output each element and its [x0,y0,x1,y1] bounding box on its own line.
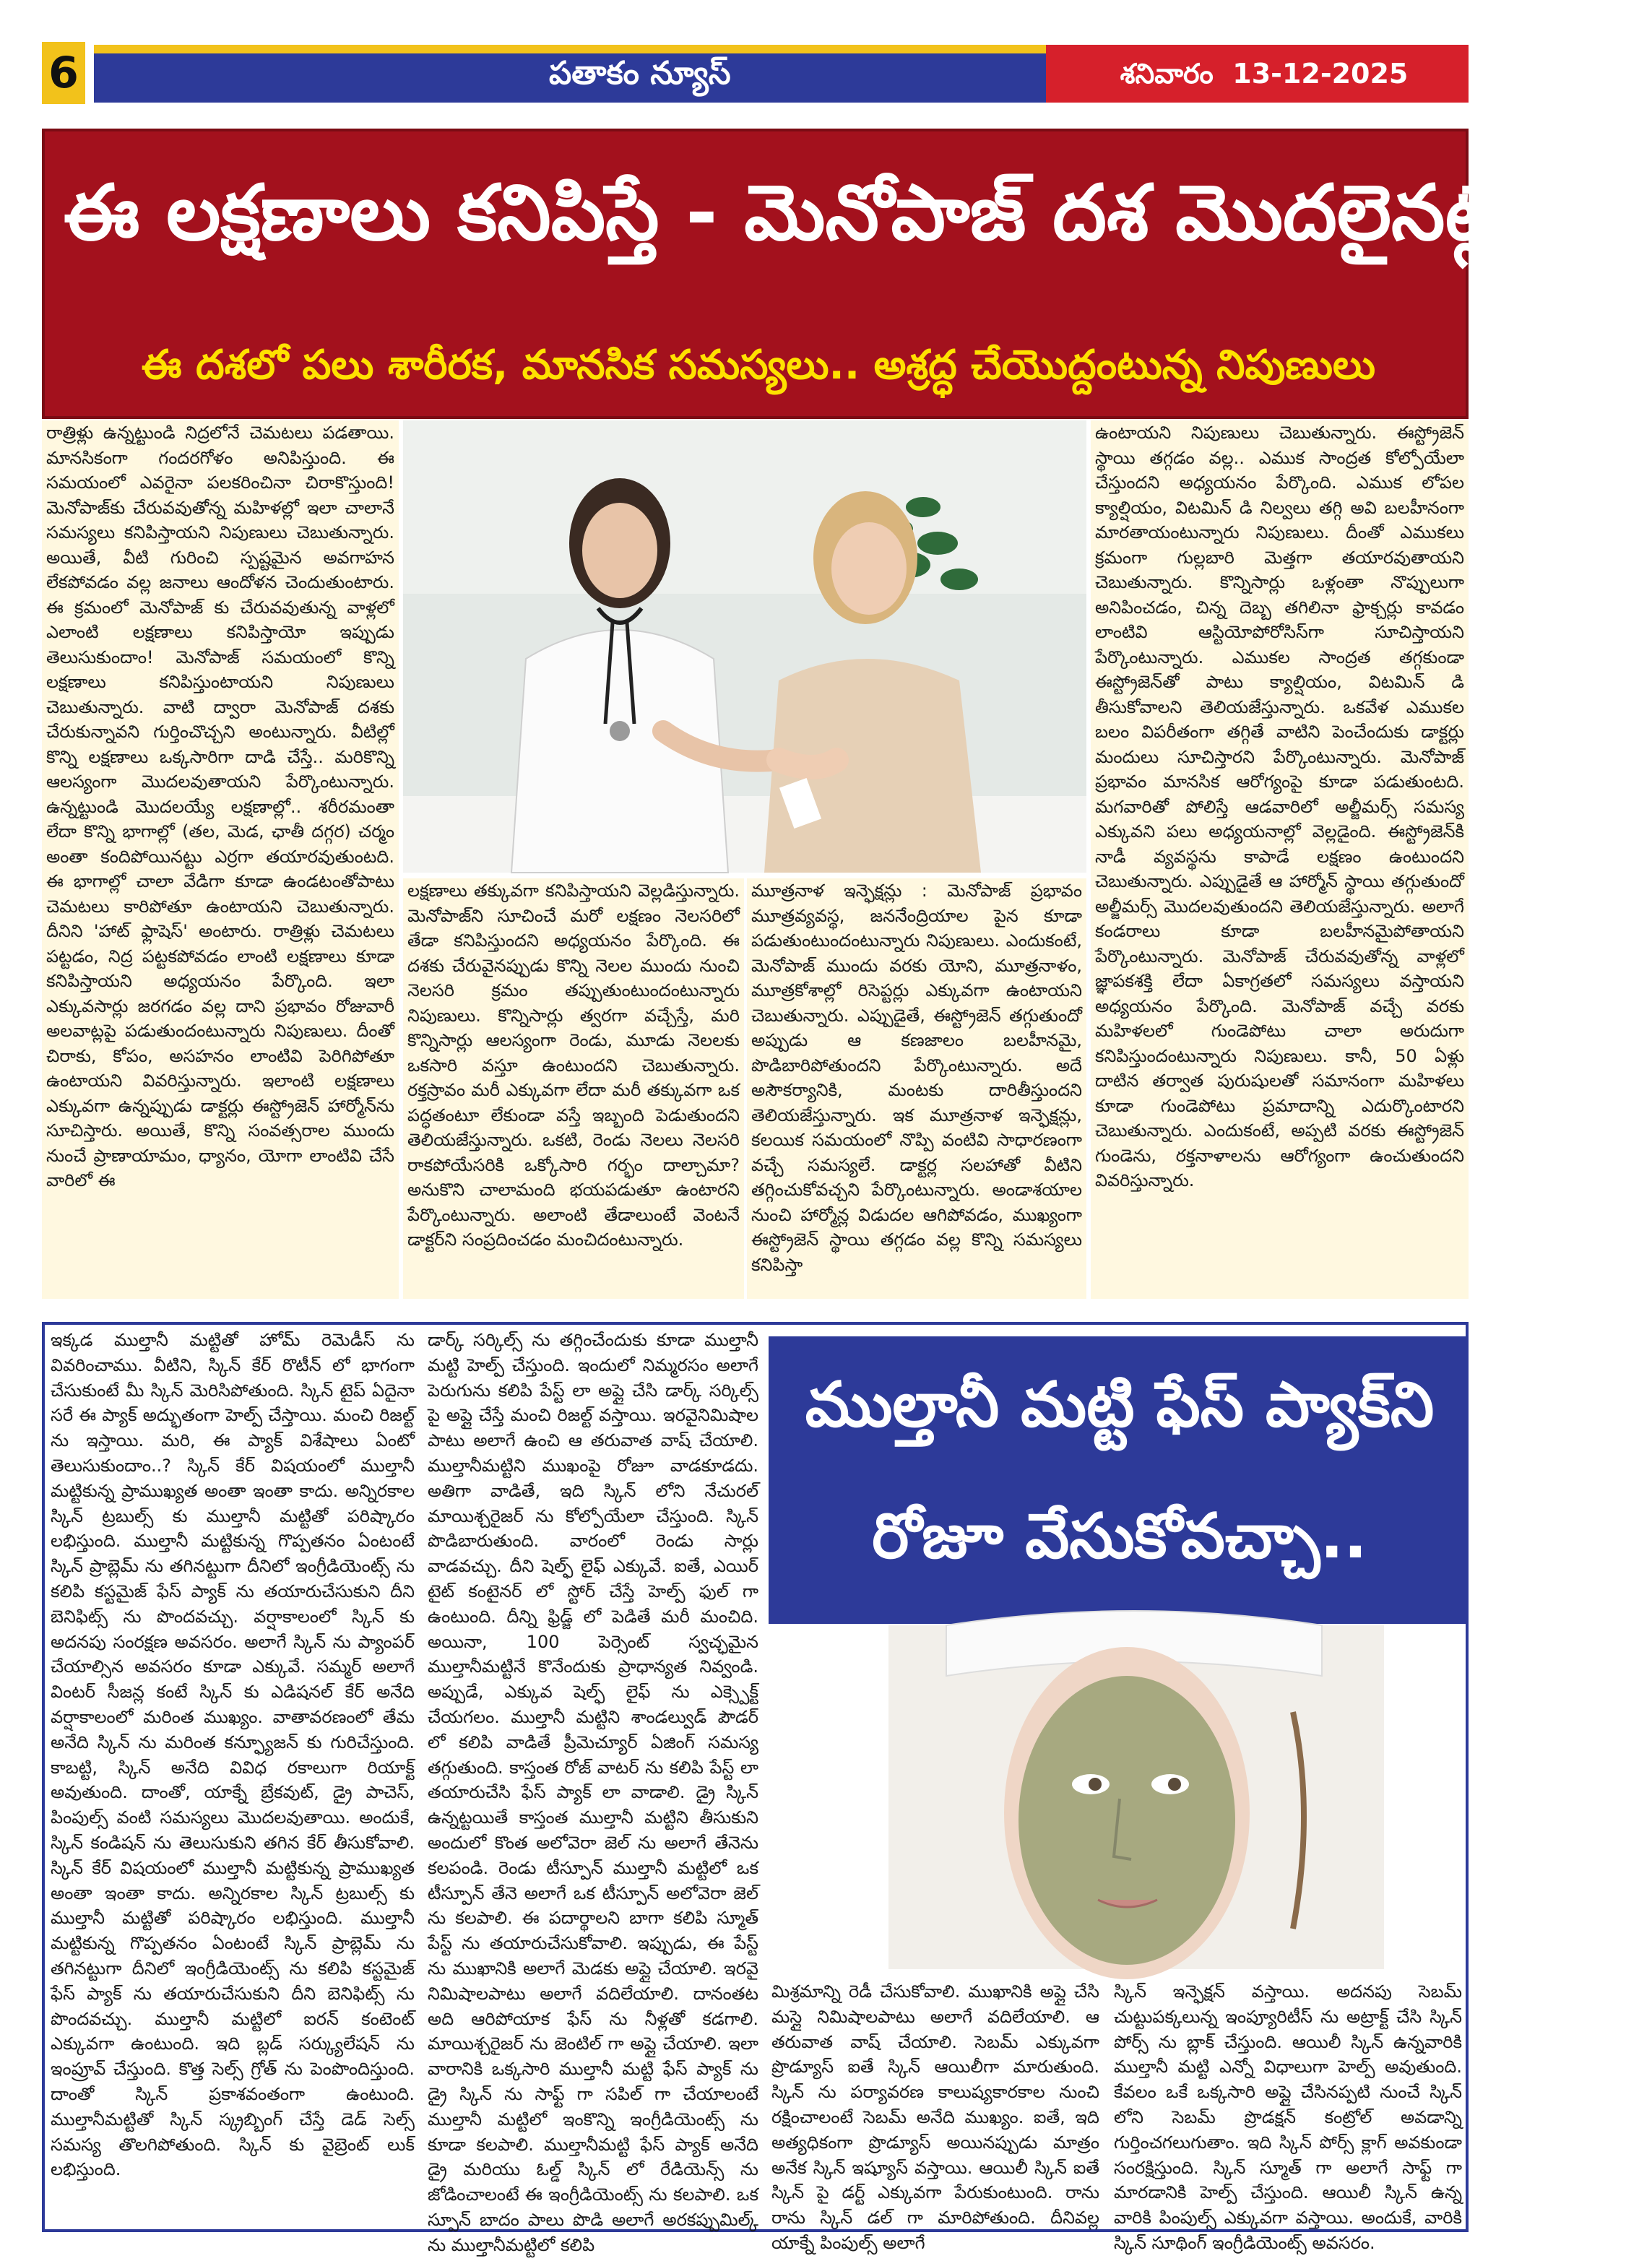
article1-headline: ఈ లక్షణాలు కనిపిస్తే - మెనోపాజ్ దశ మొదలైనట్లేనట! [64,168,1652,257]
article2-col3-text: మిశ్రమాన్ని రెడీ చేసుకోవాలి. ముఖానికి అప్లై చేసి మస్లై నిమిషాలపాటు అలాగే వదిలేయాలి. ఆ తరువాత వాష్ చేయాలి. సెబమ్ ఎక్కువగా ప్రొడ్యూస్ ఐతే స్కిన్ ఆయిలీగా మారుతుంది. స్కిన్ ను పర్యావరణ కాలుష్యకారకాల నుంచి రక్షించాలంటే సెబమ్ అనేది ముఖ్యం. ఐతే, ఇది అత్యధికంగా ప్రొడ్యూస్ అయినప్పుడు మాత్రం అనేక స్కిన్ ఇష్యూస్ వస్తాయి. ఆయిలీ స్కిన్ ఐతే స్కిన్ పై డర్ట్ ఎక్కువగా పేరుకుంటుంది. రాను రాను స్కిన్ డల్ గా మారిపోతుంది. దీనివల్ల యాక్నే పింపుల్స్ అలాగే [771,1981,1099,2253]
article1-col2-text: లక్షణాలు తక్కువగా కనిపిస్తాయని వెల్లడిస్తున్నారు. మెనోపాజ్‌ని సూచించే మరో లక్షణం నెలసరిలో తేడా కనిపిస్తుందని అధ్యయనం పేర్కొంది. ఈ దశకు చేరువైనప్పుడు కొన్ని నెలల ముందు నుంచి నెలసరి క్రమం తప్పుతుంటుందంటున్నారు నిపుణులు. కొన్నిసార్లు త్వరగా వచ్చేస్తే, మరి కొన్నిసార్లు ఆలస్యంగా రెండు, మూడు నెలలకు ఒకసారి వస్తూ ఉంటుందని చెబుతున్నారు. రక్తస్రావం మరీ ఎక్కువగా లేదా మరీ తక్కువగా ఒక పద్ధతంటూ లేకుండా వస్తే ఇబ్బంది పెడుతుందని తెలియజేస్తున్నారు. ఒకటి, రెండు నెలలు నెలసరి రాకపోయేసరికి ఒక్కోసారి గర్భం దాల్చామా? అనుకొని చాలామంది భయపడుతూ ఉంటారని పేర్కొంటున్నారు. అలాంటి తేడాలుంటే వెంటనే డాక్టర్‌ని సంప్రదించడం మంచిదంటున్నారు. [407,881,740,1250]
doctor-patient-photo [403,420,1086,873]
woman-face-mask-photo [888,1625,1384,1969]
issue-day: శనివారం [1120,58,1214,90]
article2-headline-line2: రోజూ వేసుకోవచ్చా.. [872,1500,1367,1573]
article1-subheadline: ఈ దశలో పలు శారీరక, మానసిక సమస్యలు.. అశ్రద్ధ చేయొద్దంటున్న నిపుణులు [141,342,1376,389]
article2-headline-line1: ముల్తానీ మట్టి ఫేస్ ప్యాక్‌ని [805,1369,1435,1441]
article2-col1-text: ఇక్కడ ముల్తానీ మట్టితో హోమ్ రెమెడీస్ ను వివరించాము. వీటిని, స్కిన్ కేర్ రొటీన్ లో భాగంగా చేసుకుంటే మీ స్కిన్ మెరిసిపోతుంది. స్కిన్ టైప్ ఏదైనా సరే ఈ ప్యాక్ అద్భుతంగా హెల్ప్ చేస్తాయి. మంచి రిజల్ట్ ను ఇస్తాయి. మరి, ఈ ప్యాక్ విశేషాలు ఏంటో తెలుసుకుందాం..? స్కిన్ కేర్ విషయంలో ముల్తానీ మట్టికున్న ప్రాముఖ్యత అంతా ఇంతా కాదు. అన్నిరకాల స్కిన్ ట్రబుల్స్ కు ముల్తానీ మట్టితో పరిష్కారం లభిస్తుంది. ముల్తానీ మట్టికున్న గొప్పతనం ఏంటంటే స్కిన్ ప్రాబ్లెమ్ ను తగినట్టుగా దీనిలో ఇంగ్రీడియెంట్స్ ను కలిపి కస్టమైజ్ ఫేస్ ప్యాక్ ను తయారుచేసుకుని దీని బెనిఫిట్స్ ను పొందవచ్చు. వర్షాకాలంలో స్కిన్ కు అదనపు సంరక్షణ అవసరం. అలాగే స్కిన్ ను ప్యాంపర్ చేయాల్సిన అవసరం కూడా ఎక్కువే. సమ్మర్ అలాగే వింటర్ సీజన్ల కంటే స్కిన్ కు ఎడిషనల్ కేర్ అనేది వర్షాకాలంలో మరింత ముఖ్యం. వాతావరణంలో తేమ అనేది స్కిన్ ను మరింత కన్ఫ్యూజన్ కు గురిచేస్తుంది. కాబట్టి, స్కిన్ అనేది వివిధ రకాలుగా రియాక్ట్ అవుతుంది. దాంతో, యాక్నే బ్రేకవుట్, డ్రై పాచెస్, పింపుల్స్ వంటి సమస్యలు మొదలవుతాయి. అందుకే, స్కిన్ కండిషన్ ను తెలుసుకుని తగిన కేర్ తీసుకోవాలి. స్కిన్ కేర్ విషయంలో ముల్తానీ మట్టికున్న ప్రాముఖ్యత అంతా ఇంతా కాదు. అన్నిరకాల స్కిన్ ట్రబుల్స్ కు ముల్తానీ మట్టితో పరిష్కారం లభిస్తుంది. ముల్తానీ మట్టికున్న గొప్పతనం ఏంటంటే స్కిన్ ప్రాబ్లెమ్ ను తగినట్టుగా దీనిలో ఇంగ్రీడియెంట్స్ ను కలిపి కస్టమైజ్ ఫేస్ ప్యాక్ ను తయారుచేసుకుని దీని బెనిఫిట్స్ ను పొందవచ్చు. ముల్తానీ మట్టిలో ఐరన్ కంటెంట్ ఎక్కువగా ఉంటుంది. ఇది బ్లడ్ సర్క్యులేషన్ ను ఇంప్రూవ్ చేస్తుంది. కొత్త సెల్స్ గ్రోత్ ను పెంపొందిస్తుంది. దాంతో స్కిన్ ప్రకాశవంతంగా ఉంటుంది. ముల్తానీమట్టితో స్కిన్ స్క్రబ్బింగ్ చేస్తే డెడ్ సెల్స్ సమస్య తొలగిపోతుంది. స్కిన్ కు వైబ్రెంట్ లుక్ లభిస్తుంది. [51,1330,415,2180]
page-number: 6 [42,42,85,104]
publication-name: పతాకం న్యూస్ [549,55,731,92]
article2-column-1 [45,1328,420,2229]
issue-date-value: 13-12-2025 [1232,58,1409,90]
article1-column-2 [403,878,744,1299]
face-mask-illustration [888,1625,1384,1969]
article2-column-2 [422,1328,764,2255]
article1-col3-text: మూత్రనాళ ఇన్ఫెక్షన్లు : మెనోపాజ్ ప్రభావం మూత్రవ్యవస్థ, జననేంద్రియాల పైన కూడా పడుతుంటుందంటున్నారు నిపుణులు. ఎందుకంటే, మెనోపాజ్ ముందు వరకు యోని, మూత్రనాళం, మూత్రకోశాల్లో రిసెప్టర్లు ఎక్కువగా ఉంటాయని చెబుతున్నారు. ఎప్పుడైతే, ఈస్ట్రోజెన్ తగ్గుతుందో అప్పుడు ఆ కణజాలం బలహీనమై, పొడిబారిపోతుందని పేర్కొంటున్నారు. అదే అసౌకర్యానికి, మంటకు దారితీస్తుందని తెలియజేస్తున్నారు. ఇక మూత్రనాళ ఇన్ఫెక్షన్లు, కలయిక సమయంలో నొప్పి వంటివి సాధారణంగా వచ్చే సమస్యలే. డాక్టర్ల సలహాతో వీటిని తగ్గించుకోవచ్చని పేర్కొంటున్నారు. అండాశయాల నుంచి హార్మోన్ల విడుదల ఆగిపోవడం, ముఖ్యంగా ఈస్ట్రోజెన్ స్థాయి తగ్గడం వల్ల కొన్ని సమస్యలు కనిపిస్తా [751,881,1082,1275]
article1-column-1 [42,420,399,1299]
article1-column-4 [1091,420,1469,1299]
article2-column-4 [1108,1979,1468,2253]
article2-col4-text: స్కిన్ ఇన్ఫెక్షన్ వస్తాయి. అదనపు సెబమ్ చుట్టుపక్కలున్న ఇంప్యూరిటీస్ ను అట్రాక్ట్ చేసి స్కిన్ పోర్స్ ను బ్లాక్ చేస్తుంది. ఆయిలీ స్కిన్ ఉన్నవారికి ముల్తానీ మట్టి ఎన్నో విధాలుగా హెల్ప్ అవుతుంది. కేవలం ఒకే ఒక్కసారి అప్లై చేసినప్పటి నుంచే స్కిన్ లోని సెబమ్ ప్రొడక్షన్ కంట్రోల్ అవడాన్ని గుర్తించగలుగుతాం. ఇది స్కిన్ పోర్స్ క్లాగ్ అవకుండా సంరక్షిస్తుంది. స్కిన్ స్మూత్ గా అలాగే సాఫ్ట్ గా మారడానికి హెల్ప్ చేస్తుంది. ఆయిలీ స్కిన్ ఉన్న వారికి పింపుల్స్ ఎక్కువగా వస్తాయి. అందుకే, వారికి స్కిన్ సూథింగ్ ఇంగ్రీడియెంట్స్ అవసరం. [1114,1981,1462,2253]
article1-col4-text: ఉంటాయని నిపుణులు చెబుతున్నారు. ఈస్ట్రోజెన్ స్థాయి తగ్గడం వల్ల.. ఎముక సాంద్రత కోల్పోయేలా చేస్తుందని అధ్యయనం పేర్కొంది. ఎముక లోపల క్యాల్షియం, విటమిన్ డి నిల్వలు తగ్గి అవి బలహీనంగా మారతాయంటున్నారు నిపుణులు. దీంతో ఎముకలు క్రమంగా గుల్లబారి మెత్తగా తయారవుతాయని చెబుతున్నారు. కొన్నిసార్లు ఒళ్లంతా నొప్పులుగా అనిపించడం, చిన్న దెబ్బ తగిలినా ఫ్రాక్చర్లు కావడం లాంటివి ఆస్టియోపోరోసిస్‌గా సూచిస్తాయని పేర్కొంటున్నారు. ఎముకల సాంద్రత తగ్గకుండా ఈస్ట్రోజెన్‌తో పాటు క్యాల్షియం, విటమిన్ డి తీసుకోవాలని తెలియజేస్తున్నారు. ఒకవేళ ఎముకల బలం విపరీతంగా తగ్గితే వాటిని పెంచేందుకు డాక్టర్లు మందులు సూచిస్తారని పేర్కొంటున్నారు. మెనోపాజ్ ప్రభావం మానసిక ఆరోగ్యంపై కూడా పడుతుంటది. మగవారితో పోలిస్తే ఆడవారిలో అల్జీమర్స్ సమస్య ఎక్కువని పలు అధ్యయనాల్లో వెల్లడైంది. ఈస్ట్రోజెన్‌కి నాడీ వ్యవస్థను కాపాడే లక్షణం ఉంటుందని చెబుతున్నారు. ఎప్పుడైతే ఆ హార్మోన్ స్థాయి తగ్గుతుందో అల్జీమర్స్ మొదలవుతుందని తెలియజేస్తున్నారు. అలాగే కండరాలు కూడా బలహీనమైపోతాయని పేర్కొంటున్నారు. మెనోపాజ్ చేరువవుతోన్న వాళ్లలో జ్ఞాపకశక్తి లేదా ఏకాగ్రతలో సమస్యలు వస్తాయని అధ్యయనం పేర్కొంది. మెనోపాజ్ వచ్చే వరకు మహిళలలో గుండెపోటు చాలా అరుదుగా కనిపిస్తుందంటున్నారు నిపుణులు. కానీ, 50 ఏళ్లు దాటిన తర్వాత పురుషులతో సమానంగా మహిళలు కూడా గుండెపోటు ప్రమాదాన్ని ఎదుర్కొంటారని చెబుతున్నారు. ఎందుకంటే, అప్పటి వరకు ఈస్ట్రోజెన్ గుండెను, రక్తనాళాలను ఆరోగ్యంగా ఉంచుతుందని వివరిస్తున్నారు. [1095,423,1464,1190]
doctor-patient-illustration [403,420,1086,873]
article1-column-3 [747,878,1086,1299]
article2-col2-text: డార్క్ సర్కిల్స్ ను తగ్గించేందుకు కూడా ముల్తానీ మట్టి హెల్ప్ చేస్తుంది. ఇందులో నిమ్మరసం అలాగే పెరుగును కలిపి పేస్ట్ లా అప్లై చేసి డార్క్ సర్కిల్స్ పై అప్లై చేస్తే మంచి రిజల్ట్ వస్తాయి. ఇరవైనిమిషాల పాటు అలాగే ఉంచి ఆ తరువాత వాష్ చేయాలి. ముల్తానీమట్టిని ముఖంపై రోజూ వాడకూడదు. అతిగా వాడితే, ఇది స్కిన్ లోని నేచురల్ మాయిశ్చరైజర్ ను కోల్పోయేలా చేస్తుంది. స్కిన్ పొడిబారుతుంది. వారంలో రెండు సార్లు వాడవచ్చు. దీని షెల్ఫ్ లైఫ్ ఎక్కువే. ఐతే, ఎయిర్ టైట్ కంటైనర్ లో స్టోర్ చేస్తే హెల్ప్ ఫుల్ గా ఉంటుంది. దీన్ని ఫ్రిడ్జ్ లో పెడితే మరీ మంచిది. అయినా, 100 పెర్సెంట్ స్వచ్ఛమైన ముల్తానీమట్టినే కొనేందుకు ప్రాధాన్యత నివ్వండి. అప్పుడే, ఎక్కువ షెల్ఫ్ లైఫ్ ను ఎక్స్పెక్ట్ చేయగలం. ముల్తానీ మట్టిని శాండల్వుడ్ పౌడర్ లో కలిపి వాడితే ప్రీమెచ్యూర్ ఏజింగ్ సమస్య తగ్గుతుంది. కాస్తంత రోజ్ వాటర్ ను కలిపి పేస్ట్ లా తయారుచేసి ఫేస్ ప్యాక్ లా వాడాలి. డ్రై స్కిన్ ఉన్నట్టయితే కాస్తంత ముల్తానీ మట్టిని తీసుకుని అందులో కొంత అలోవెరా జెల్ ను అలాగే తేనెను కలపండి. రెండు టీస్పూన్ ముల్తానీ మట్టిలో ఒక టీస్పూన్ తేనె అలాగే ఒక టీస్పూన్ అలోవెరా జెల్ ను కలపాలి. ఈ పదార్థాలని బాగా కలిపి స్మూత్ పేస్ట్ ను తయారుచేసుకోవాలి. ఇప్పుడు, ఈ పేస్ట్ ను ముఖానికి అలాగే మెడకు అప్లై చేయాలి. ఇరవై నిమిషాలపాటు అలాగే వదిలేయాలి. దానంతట అది ఆరిపోయాక ఫేస్ ను నీళ్లతో కడగాలి. మాయిశ్చరైజర్ ను జెంటిల్ గా అప్లై చేయాలి. ఇలా వారానికి ఒక్కసారి ముల్తానీ మట్టి ఫేస్ ప్యాక్ ను డ్రై స్కిన్ ను సాఫ్ట్ గా సపిల్ గా చేయాలంటే ముల్తానీ మట్టిలో ఇంకొన్ని ఇంగ్రీడియెంట్స్ ను కూడా కలపాలి. ముల్తానీమట్టి ఫేస్ ప్యాక్ అనేది డ్రై మరియు ఓల్డ్ స్కిన్ లో రేడియెన్స్ ను జోడించాలంటే ఈ ఇంగ్రీడియెంట్స్ ను కలపాలి. ఒక స్పూన్ బాదం పాలు పొడి అలాగే అరకప్పుమిల్క్ ను ముల్తానీమట్టిలో కలిపి [428,1330,758,2255]
article1-col1-text: రాత్రిళ్లు ఉన్నట్టుండి నిద్రలోనే చెమటలు పడతాయి. మానసికంగా గందరగోళం అనిపిస్తుంది. ఈ సమయంలో ఎవరైనా పలకరించినా చిరాకొస్తుంది! మెనోపాజ్‌కు చేరువవుతోన్న మహిళల్లో ఇలా చాలానే సమస్యలు కనిపిస్తాయని నిపుణులు చెబుతున్నారు. అయితే, వీటి గురించి స్పష్టమైన అవగాహన లేకపోవడం వల్ల జనాలు ఆందోళన చెందుతుంటారు. ఈ క్రమంలో మెనోపాజ్ కు చేరువవుతున్న వాళ్లలో ఎలాంటి లక్షణాలు కనిపిస్తాయో ఇప్పుడు తెలుసుకుందాం! మెనోపాజ్ సమయంలో కొన్ని లక్షణాలు కనిపిస్తుంటాయని నిపుణులు చెబుతున్నారు. వాటి ద్వారా మెనోపాజ్ దశకు చేరుకున్నావని గుర్తించొచ్చని అంటున్నారు. వీటిల్లో కొన్ని లక్షణాలు ఒక్కసారిగా దాడి చేస్తే.. మరికొన్ని ఆలస్యంగా మొదలవుతాయని పేర్కొంటున్నారు. ఉన్నట్టుండి మొదలయ్యే లక్షణాల్లో.. శరీరమంతా లేదా కొన్ని భాగాల్లో (తల, మెడ, ఛాతీ దగ్గర) చర్మం అంతా కందిపోయినట్టు ఎర్రగా తయారవుతుంటది. ఈ భాగాల్లో చాలా వేడిగా కూడా ఉండటంతోపాటు చెమటలు కారిపోతూ ఉంటాయని చెబుతున్నారు. దీనిని 'హాట్ ఫ్లాషెస్' అంటారు. రాత్రిళ్లు చెమటలు పట్టడం, నిద్ర పట్టకపోవడం లాంటి లక్షణాలు కూడా కనిపిస్తాయని అధ్యయనం పేర్కొంది. ఇలా ఎక్కువసార్లు జరగడం వల్ల దాని ప్రభావం రోజువారీ అలవాట్లపై పడుతుందంటున్నారు నిపుణులు. దీంతో చిరాకు, కోపం, అసహనం లాంటివి పెరిగిపోతూ ఉంటాయని వివరిస్తున్నారు. ఇలాంటి లక్షణాలు ఎక్కువగా ఉన్నప్పుడు డాక్టర్లు ఈస్ట్రోజెన్ హార్మోన్‌ను సూచిస్తారు. అయితే, కొన్ని సంవత్సరాల ముందు నుంచే ప్రాణాయామం, ధ్యానం, యోగా లాంటివి చేసే వారిలో ఈ [46,423,394,1190]
article2-column-3 [766,1979,1105,2253]
issue-date [1062,45,1466,103]
